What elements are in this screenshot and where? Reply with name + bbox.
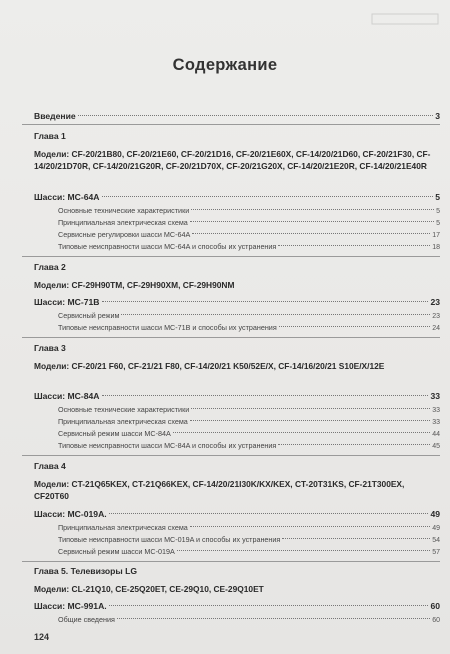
- toc-intro[interactable]: [34, 111, 440, 121]
- toc-item[interactable]: [58, 311, 440, 320]
- leader-dots: [192, 233, 430, 234]
- leader-dots: [282, 538, 430, 539]
- leader-dots: [191, 209, 434, 210]
- divider: [22, 124, 440, 125]
- toc-item[interactable]: [58, 242, 440, 251]
- toc-item[interactable]: [58, 218, 440, 227]
- chapter-models: Модели: CF-20/21 F60, CF-21/21 F80, CF-14/20/21 K50/52E/X, CF-14/16/20/21 S10E/X/12E: [34, 361, 385, 371]
- toc-item-label: Принципиальная электрическая схема: [58, 218, 188, 227]
- toc-item-label: Сервисные регулировки шасси MC-64A: [58, 230, 191, 239]
- toc-item-page: 49: [432, 525, 440, 532]
- leader-dots: [102, 395, 429, 396]
- toc-chassis[interactable]: [34, 601, 440, 611]
- toc-item-label: Принципиальная электрическая схема: [58, 523, 188, 532]
- toc-item-label: Сервисный режим шасси MC-84A: [58, 429, 171, 438]
- chapter-heading: Глава 2: [34, 262, 66, 272]
- divider: [22, 337, 440, 338]
- toc-item[interactable]: [58, 417, 440, 426]
- toc-item-page: 54: [432, 537, 440, 544]
- toc-item[interactable]: [58, 405, 440, 414]
- leader-dots: [78, 115, 434, 116]
- divider: [22, 561, 440, 562]
- toc-item-label: Типовые неисправности шасси MC-84A и способы их устранения: [58, 441, 277, 450]
- toc-chassis-label: Шасси: MC-64A: [34, 192, 100, 202]
- toc-item-label: Типовые неисправности шасси MC-64A и способы их устранения: [58, 242, 277, 251]
- toc-chassis-page: 60: [430, 601, 440, 611]
- leader-dots: [109, 513, 429, 514]
- chapter-models: Модели: CL-21Q10, CE-25Q20ET, CE-29Q10, CE-29Q10ET: [34, 584, 264, 594]
- leader-dots: [278, 444, 430, 445]
- chapter-heading: Глава 4: [34, 461, 66, 471]
- toc-chassis-label: Шасси: MC-991A.: [34, 601, 107, 611]
- toc-item[interactable]: [58, 523, 440, 532]
- page-number: 124: [34, 632, 50, 642]
- toc-item[interactable]: [58, 547, 440, 556]
- chapter-models: Модели: CT-21Q65KEX, CT-21Q66KEX, CF-14/20/21I30K/KX/KEX, CT-20T31KS, CF-21T300EX, CF20T60: [34, 479, 405, 502]
- watermark-icon: [370, 8, 440, 30]
- toc-item[interactable]: [58, 429, 440, 438]
- toc-item[interactable]: [58, 206, 440, 215]
- toc-item-label: Сервисный режим шасси MC-019A: [58, 547, 175, 556]
- toc-item-page: 33: [432, 407, 440, 414]
- toc-item-page: 45: [432, 443, 440, 450]
- toc-chassis-label: Шасси: MC-019A.: [34, 509, 107, 519]
- toc-chassis-page: 23: [430, 297, 440, 307]
- toc-chassis[interactable]: [34, 297, 440, 307]
- toc-chassis[interactable]: [34, 509, 440, 519]
- toc-item-page: 44: [432, 431, 440, 438]
- toc-item-page: 5: [436, 208, 440, 215]
- leader-dots: [177, 550, 430, 551]
- leader-dots: [190, 221, 434, 222]
- toc-chassis-label: Шасси: MC-71B: [34, 297, 100, 307]
- leader-dots: [109, 605, 429, 606]
- leader-dots: [190, 420, 430, 421]
- toc-item-label: Общие сведения: [58, 615, 115, 624]
- toc-item-label: Сервисный режим: [58, 311, 120, 320]
- divider: [22, 256, 440, 257]
- toc-item-label: Основные технические характеристики: [58, 405, 190, 414]
- toc-item[interactable]: [58, 323, 440, 332]
- toc-item[interactable]: [58, 615, 440, 624]
- toc-item-label: Принципиальная электрическая схема: [58, 417, 188, 426]
- toc-item[interactable]: [58, 441, 440, 450]
- leader-dots: [173, 432, 430, 433]
- toc-chassis-label: Шасси: MC-84A: [34, 391, 100, 401]
- toc-intro-label: Введение: [34, 111, 76, 121]
- leader-dots: [102, 301, 429, 302]
- toc-chassis-page: 33: [430, 391, 440, 401]
- toc-item-label: Типовые неисправности шасси MC-019A и способы их устранения: [58, 535, 281, 544]
- toc-chassis-page: 5: [435, 192, 440, 202]
- chapter-models: Модели: CF-20/21B80, CF-20/21E60, CF-20/21D16, CF-20/21E60X, CF-14/20/21D60, CF-20/21F30, CF-14/20/21D70R, CF-14/20/21G20R, CF-20/21D70X, CF-20/21G20X, CF-14/20/21E20R, CF-14/20/21E40R: [34, 149, 431, 172]
- toc-item-page: 18: [432, 244, 440, 251]
- toc-item-page: 57: [432, 549, 440, 556]
- toc-item-page: 23: [432, 313, 440, 320]
- toc-item-label: Типовые неисправности шасси MC-71B и способы их устранения: [58, 323, 277, 332]
- toc-item[interactable]: [58, 230, 440, 239]
- page-title: Содержание: [172, 56, 278, 74]
- toc-chassis-page: 49: [430, 509, 440, 519]
- chapter-heading: Глава 1: [34, 131, 66, 141]
- chapter-models: Модели: CF-29H90TM, CF-29H90XM, CF-29H90NM: [34, 280, 235, 290]
- leader-dots: [102, 196, 434, 197]
- toc-item-page: 24: [432, 325, 440, 332]
- leader-dots: [278, 245, 430, 246]
- leader-dots: [190, 526, 430, 527]
- toc-item-page: 17: [432, 232, 440, 239]
- toc-chassis[interactable]: [34, 192, 440, 202]
- chapter-heading: Глава 5. Телевизоры LG: [34, 566, 138, 576]
- toc-chassis[interactable]: [34, 391, 440, 401]
- toc-item-page: 5: [436, 220, 440, 227]
- leader-dots: [191, 408, 430, 409]
- toc-item-page: 33: [432, 419, 440, 426]
- toc-item[interactable]: [58, 535, 440, 544]
- toc-item-page: 60: [432, 617, 440, 624]
- chapter-heading: Глава 3: [34, 343, 66, 353]
- leader-dots: [121, 314, 430, 315]
- leader-dots: [279, 326, 430, 327]
- leader-dots: [117, 618, 430, 619]
- toc-intro-page: 3: [435, 111, 440, 121]
- divider: [22, 455, 440, 456]
- toc-item-label: Основные технические характеристики: [58, 206, 190, 215]
